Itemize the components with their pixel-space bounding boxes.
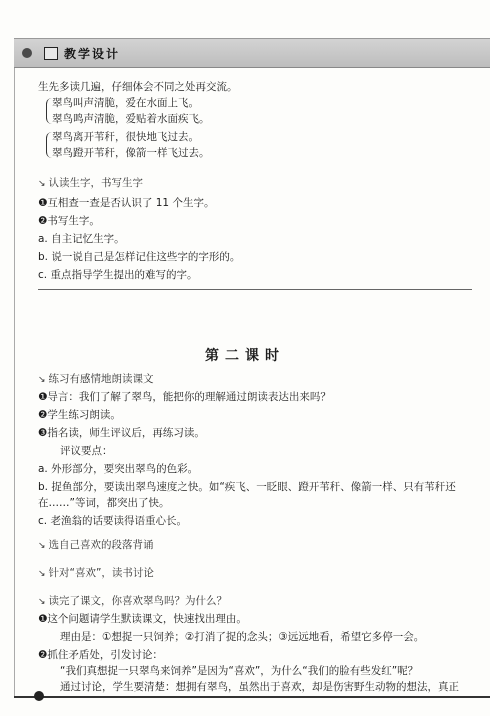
- lesson2-heading3-text: 针对“喜欢”，读书讨论: [48, 567, 154, 579]
- lesson2-item-5: a. 外形部分，要突出翠鸟的色彩。: [38, 463, 199, 475]
- section-divider: [38, 289, 472, 290]
- lesson2-item-4: 评议要点：: [60, 445, 113, 457]
- lesson2-item-1: ❶导言：我们了解了翠鸟，能把你的理解通过朗读表达出来吗？: [38, 391, 331, 403]
- lesson2-q-item-5: 通过讨论，学生要清楚：想拥有翠鸟，虽然出于喜欢，却是伤害野生动物的想法，真正: [60, 681, 459, 693]
- lesson-title: 第二课时: [205, 348, 285, 364]
- section-arrow-icon: ↘: [38, 569, 46, 579]
- lesson2-item-3: ❸指名读，师生评议后，再练习读。: [38, 427, 205, 439]
- lesson2-item-7: 在……”等词，都突出了快。: [38, 497, 170, 509]
- footer-rule: [14, 696, 490, 698]
- section1-heading: [38, 176, 143, 191]
- lesson2-heading4: [38, 594, 227, 609]
- section-arrow-icon: ↘: [38, 541, 46, 551]
- lesson2-heading1-text: 练习有感情地朗读课文: [48, 373, 154, 385]
- lesson2-heading2-text: 选自己喜欢的段落背诵: [48, 539, 154, 551]
- footer-bullet-icon: [34, 691, 44, 701]
- section1-item-2: ❷书写生字。: [38, 215, 100, 227]
- left-margin-rule: [14, 66, 15, 696]
- pair2-line2: 翠鸟蹬开苇秆，像箭一样飞过去。: [52, 147, 210, 159]
- page-header: [14, 38, 490, 68]
- lesson2-item-6: b. 捉鱼部分，要读出翠鸟速度之快。如“疾飞、一眨眼、蹬开苇秆、像箭一样、只有苇秆还: [38, 481, 456, 493]
- lesson2-q-item-3: ❷抓住矛盾处，引发讨论：: [38, 649, 163, 661]
- pair1-line1: 翠鸟叫声清脆，爱在水面上飞。: [52, 97, 199, 109]
- section1-item-4: b. 说一说自己是怎样记住这些字的字形的。: [38, 251, 241, 263]
- lesson2-q-item-4: “我们真想捉一只翠鸟来饲养”是因为“喜欢”，为什么“我们的脸有些发红”呢？: [60, 665, 419, 677]
- header-title: 教学设计: [64, 47, 121, 61]
- section1-item-1: ❶互相查一查是否认识了 11 个生字。: [38, 197, 215, 209]
- lesson2-q-item-2: 理由是：①想捉一只饲养；②打消了捉的念头；③远远地看，希望它多停一会。: [60, 631, 425, 643]
- section-arrow-icon: ↘: [38, 597, 46, 607]
- lesson2-item-8: c. 老渔翁的话要读得语重心长。: [38, 515, 187, 527]
- intro-text: 生先多读几遍，仔细体会不同之处再交流。: [38, 81, 238, 93]
- section-arrow-icon: ↘: [38, 179, 46, 189]
- section1-heading-text: 认读生字，书写生字: [48, 177, 144, 189]
- pair1-line2: 翠鸟鸣声清脆，爱贴着水面疾飞。: [52, 113, 210, 125]
- lesson2-heading2: [38, 538, 154, 553]
- lesson2-heading4-text: 读完了课文，你喜欢翠鸟吗？为什么？: [48, 595, 228, 607]
- header-bullet-icon: [22, 48, 32, 58]
- header-square-icon: [44, 47, 58, 60]
- lesson2-item-2: ❷学生练习朗读。: [38, 409, 121, 421]
- section-arrow-icon: ↘: [38, 375, 46, 385]
- lesson2-q-item-1: ❶这个问题请学生默读课文，快速找出理由。: [38, 613, 247, 625]
- lesson2-heading3: [38, 566, 154, 581]
- section1-item-5: c. 重点指导学生提出的难写的字。: [38, 269, 198, 281]
- lesson2-heading1: [38, 372, 154, 387]
- section1-item-3: a. 自主记忆生字。: [38, 233, 125, 245]
- pair2-line1: 翠鸟离开苇秆，很快地飞过去。: [52, 131, 199, 143]
